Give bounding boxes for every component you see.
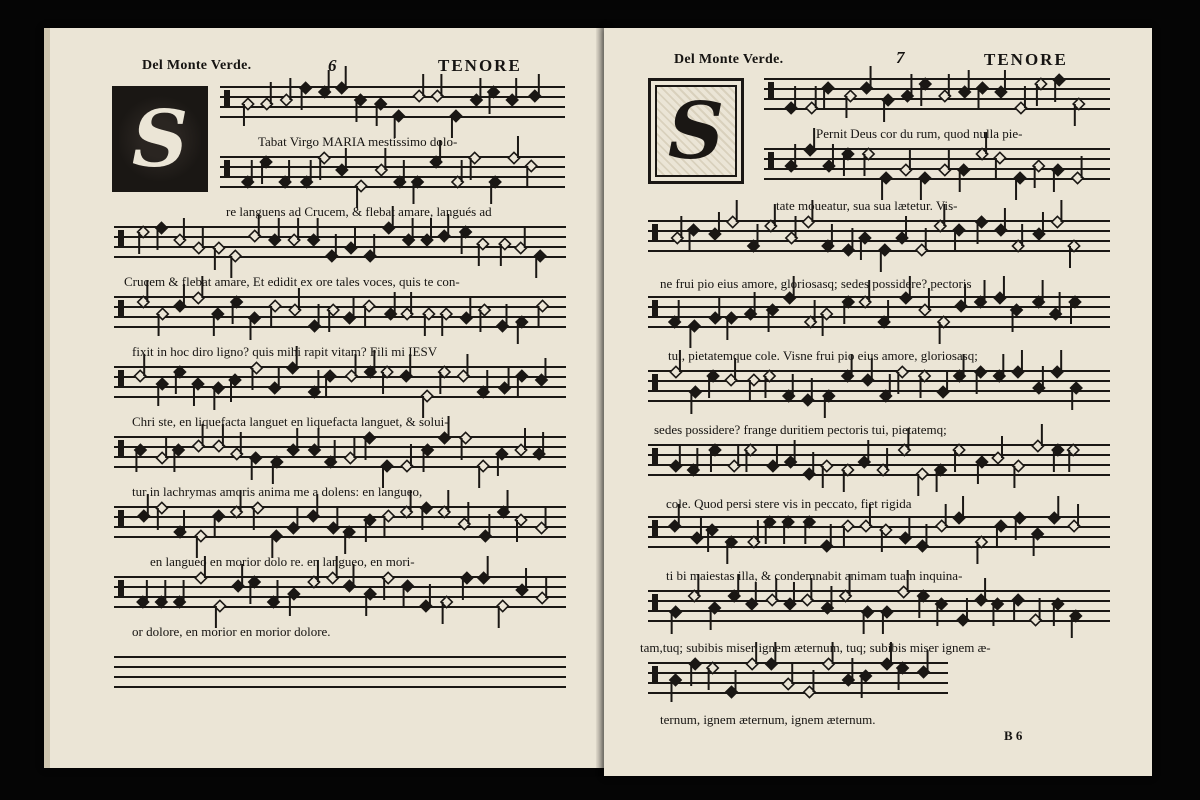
- music-staff: [114, 226, 566, 266]
- clef-mark: [118, 230, 124, 248]
- header-title: Del Monte Verde.: [142, 58, 252, 73]
- lyric-line: cole. Quod persi stere vis in peccato, fiet rigida: [666, 496, 912, 511]
- clef-mark: [118, 440, 124, 458]
- decorated-initial-icon: S: [648, 78, 744, 184]
- page-number: 6: [328, 56, 337, 75]
- music-staff: [114, 296, 566, 336]
- lyric-line: sedes possidere? frange duritiem pectoris tui, pietatemq;: [654, 422, 947, 437]
- music-staff: [220, 156, 565, 196]
- lyric-line: ti bi maiestas illa, & condemnabit animam tuam inquina-: [666, 568, 963, 583]
- music-staff: [764, 78, 1110, 118]
- clef-mark: [118, 580, 124, 598]
- lyric-line: tur in lachrymas amoris anima me a dolens: en langueo,: [132, 484, 423, 499]
- clef-mark: [652, 448, 658, 466]
- clef-mark: [652, 520, 658, 538]
- music-staff: [114, 366, 566, 406]
- notation-marks: [648, 508, 1110, 568]
- music-staff: [648, 296, 1110, 336]
- lyric-line: Tabat Virgo MARIA mestissimo dolo-: [258, 134, 458, 149]
- part-name: TENORE: [438, 56, 522, 75]
- notation-marks: [764, 70, 1110, 130]
- lyric-line: ne frui pio eius amore, gloriosasq; sedes possidere? pectoris: [660, 276, 972, 291]
- decorated-initial-icon: S: [112, 86, 208, 192]
- lyric-line: en langueo en morior dolo re. en langueo, en mori-: [150, 554, 415, 569]
- lyric-line: ternum, ignem æternum, ignem æternum.: [660, 712, 876, 727]
- header-title: Del Monte Verde.: [674, 52, 784, 67]
- clef-mark: [652, 666, 658, 684]
- lyric-line: or dolore, en morior en morior dolore.: [132, 624, 331, 639]
- notation-marks: [764, 140, 1110, 200]
- notation-marks: [114, 218, 566, 278]
- notation-marks: [648, 212, 1110, 272]
- notation-marks: [114, 288, 566, 348]
- notation-marks: [648, 362, 1110, 422]
- music-staff: [648, 590, 1110, 630]
- clef-mark: [768, 152, 774, 170]
- notation-marks: [114, 358, 566, 418]
- clef-mark: [768, 82, 774, 100]
- music-staff: [648, 516, 1110, 556]
- music-staff: [648, 662, 948, 702]
- notation-marks: [114, 428, 566, 488]
- music-staff: [764, 148, 1110, 188]
- music-staff: [648, 220, 1110, 260]
- clef-mark: [652, 374, 658, 392]
- notation-marks: [220, 148, 565, 208]
- lyric-line: tate moueatur, sua sua lætetur. Vis-: [776, 198, 958, 213]
- notation-marks: [648, 582, 1110, 642]
- lyric-line: re languens ad Crucem, & flebat amare, langués ad: [226, 204, 492, 219]
- clef-mark: [652, 594, 658, 612]
- lyric-line: tam,tuq; subibis miser ignem æternum, tuq; subibis miser ignem æ-: [640, 640, 991, 655]
- music-staff: [648, 444, 1110, 484]
- clef-mark: [118, 510, 124, 528]
- notation-marks: [114, 498, 566, 558]
- part-name: TENORE: [984, 50, 1068, 69]
- notation-marks: [648, 654, 948, 714]
- lyric-line: tui, pietatemque cole. Visne frui pio eius amore, gloriosasq;: [668, 348, 978, 363]
- music-staff: [648, 370, 1110, 410]
- signature-mark: B 6: [1004, 728, 1023, 743]
- music-staff: [114, 506, 566, 546]
- notation-marks: [114, 568, 566, 628]
- clef-mark: [224, 160, 230, 178]
- clef-mark: [652, 224, 658, 242]
- notation-marks: [220, 78, 565, 138]
- notation-marks: [648, 436, 1110, 496]
- clef-mark: [224, 90, 230, 108]
- lyric-line: fixit in hoc diro ligno? quis mihi rapit vitam? Fili mi IESV: [132, 344, 438, 359]
- empty-staff: [114, 656, 566, 696]
- clef-mark: [652, 300, 658, 318]
- lyric-line: Crucem & flebat amare, Et edidit ex ore tales voces, quis te con-: [124, 274, 460, 289]
- clef-mark: [118, 300, 124, 318]
- notation-marks: [648, 288, 1110, 348]
- left-page: [44, 28, 607, 768]
- music-staff: [220, 86, 565, 126]
- right-page: [604, 28, 1152, 776]
- lyric-line: Chri ste, en liquefacta languet en liquefacta languet, & solui-: [132, 414, 449, 429]
- music-staff: [114, 436, 566, 476]
- page-number: 7: [896, 48, 905, 67]
- music-staff: [114, 576, 566, 616]
- clef-mark: [118, 370, 124, 388]
- lyric-line: Pernit Deus cor du rum, quod nulla pie-: [816, 126, 1023, 141]
